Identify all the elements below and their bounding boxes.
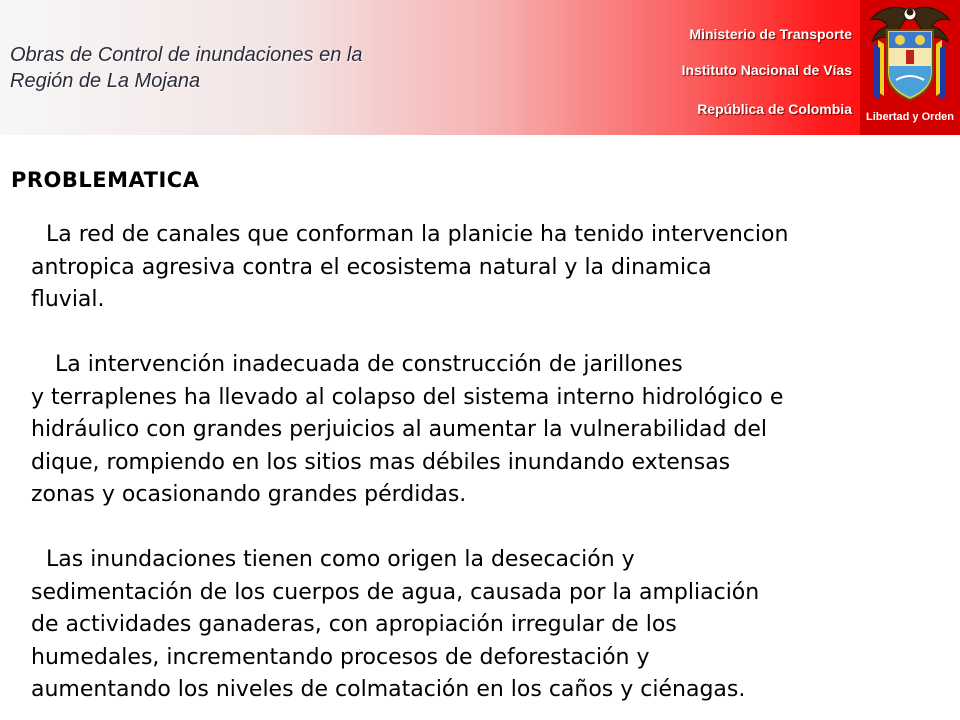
title-line-2: Región de La Mojana bbox=[10, 70, 201, 92]
paragraph-line: zonas y ocasionando grandes pérdidas. bbox=[31, 482, 467, 507]
republic-label: República de Colombia bbox=[697, 101, 852, 117]
paragraph-1 bbox=[31, 219, 956, 317]
title-line-1: Obras de Control de inundaciones en la bbox=[10, 44, 363, 66]
paragraph-line: aumentando los niveles de colmatación en los caños y ciénagas. bbox=[31, 677, 746, 702]
coat-motto: Libertad y Orden bbox=[865, 111, 955, 123]
institute-label: Instituto Nacional de Vías bbox=[681, 62, 852, 78]
paragraph-line: sedimentación de los cuerpos de agua, causada por la ampliación bbox=[31, 579, 760, 605]
paragraph-2 bbox=[31, 349, 956, 512]
header-banner bbox=[0, 0, 960, 135]
body-text bbox=[31, 219, 956, 707]
paragraph-line: de actividades ganaderas, con apropiación irregular de los bbox=[31, 612, 677, 637]
paragraph-line: La red de canales que conforman la planicie ha tenido intervencion bbox=[46, 222, 789, 247]
paragraph-line: La intervención inadecuada de construcción de jarillones bbox=[55, 352, 683, 377]
coat-of-arms-icon bbox=[860, 0, 960, 135]
paragraph-line: hidráulico con grandes perjuicios al aumentar la vulnerabilidad del bbox=[31, 417, 768, 442]
paragraph-3 bbox=[31, 544, 956, 707]
paragraph-line: y terraplenes ha llevado al colapso del sistema interno hidrológico e bbox=[31, 384, 784, 410]
ministry-label: Ministerio de Transporte bbox=[689, 26, 852, 42]
paragraph-line: antropica agresiva contra el ecosistema natural y la dinamica bbox=[31, 254, 712, 280]
paragraph-line: fluvial. bbox=[31, 287, 105, 312]
section-heading: PROBLEMATICA bbox=[11, 168, 200, 192]
slide-title bbox=[10, 42, 530, 94]
paragraph-line: dique, rompiendo en los sitios mas débiles inundando extensas bbox=[31, 449, 731, 475]
paragraph-line: Las inundaciones tienen como origen la desecación y bbox=[46, 547, 635, 572]
paragraph-line: humedales, incrementando procesos de deforestación y bbox=[31, 644, 650, 670]
